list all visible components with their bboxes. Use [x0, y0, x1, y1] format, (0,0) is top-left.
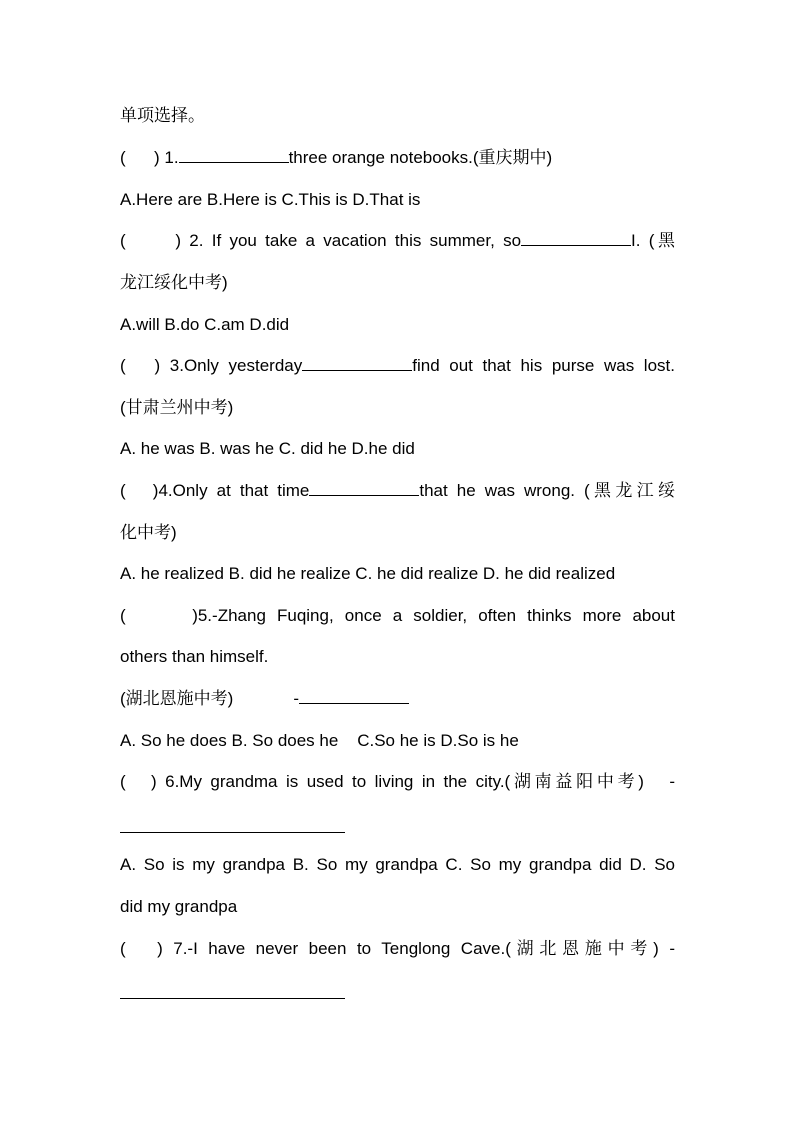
q3-answer-blank[interactable] — [302, 354, 412, 371]
question-3 — [120, 354, 675, 378]
q5-answer-blank[interactable] — [299, 687, 409, 704]
q4-stem-start: ( )4.Only at that time — [120, 481, 310, 500]
q3-stem-start: ( ) 3.Only yesterday — [120, 356, 303, 375]
q2-answer-blank[interactable] — [521, 229, 631, 246]
q2-options: A.will B.do C.am D.did — [120, 315, 290, 334]
q1-options: A.Here are B.Here is C.This is D.That is — [120, 190, 421, 209]
section-instruction: 单项选择。 — [120, 106, 205, 125]
q4-source: 化中考) — [120, 523, 177, 542]
q1-stem-start: ( ) 1. — [120, 148, 179, 167]
question-1 — [120, 146, 675, 170]
question-5-line-1: ( )5.-Zhang Fuqing, once a soldier, often thinks more about — [120, 606, 675, 625]
question-2 — [120, 229, 675, 253]
question-5-response-line — [120, 687, 675, 711]
question-6: ( ) 6.My grandma is used to living in the city.(湖南益阳中考) - — [120, 772, 675, 791]
q4-answer-blank[interactable] — [309, 479, 419, 496]
q3-options: A. he was B. was he C. did he D.he did — [120, 439, 415, 458]
q4-options: A. he realized B. did he realize C. he did realize D. he did realized — [120, 564, 616, 583]
question-4 — [120, 479, 675, 503]
q1-stem-end: three orange notebooks.(重庆期中) — [288, 148, 553, 167]
q2-source: 龙江绥化中考) — [120, 273, 228, 292]
q7-answer-blank[interactable] — [120, 998, 345, 999]
q3-stem-end: find out that his purse was lost. — [412, 356, 675, 375]
q5-source: (湖北恩施中考) — [120, 689, 234, 708]
q6-options-line-1: A. So is my grandpa B. So my grandpa C. So my grandpa did D. So — [120, 855, 675, 874]
question-7: ( ) 7.-I have never been to Tenglong Cave.(湖北恩施中考) - — [120, 939, 675, 958]
q4-stem-end: that he was wrong. (黑龙江绥 — [419, 481, 675, 500]
q6-options-line-2: did my grandpa — [120, 897, 238, 916]
q1-answer-blank[interactable] — [179, 146, 289, 163]
q5-options: A. So he does B. So does he C.So he is D.So is he — [120, 731, 519, 750]
q2-stem-end: I. (黑 — [631, 231, 675, 250]
q5-dash: - — [293, 689, 299, 708]
q3-source: (甘肃兰州中考) — [120, 398, 234, 417]
question-5-line-2: others than himself. — [120, 647, 269, 666]
q6-answer-blank[interactable] — [120, 832, 345, 833]
q2-stem-start: ( ) 2. If you take a vacation this summer, so — [120, 231, 522, 250]
